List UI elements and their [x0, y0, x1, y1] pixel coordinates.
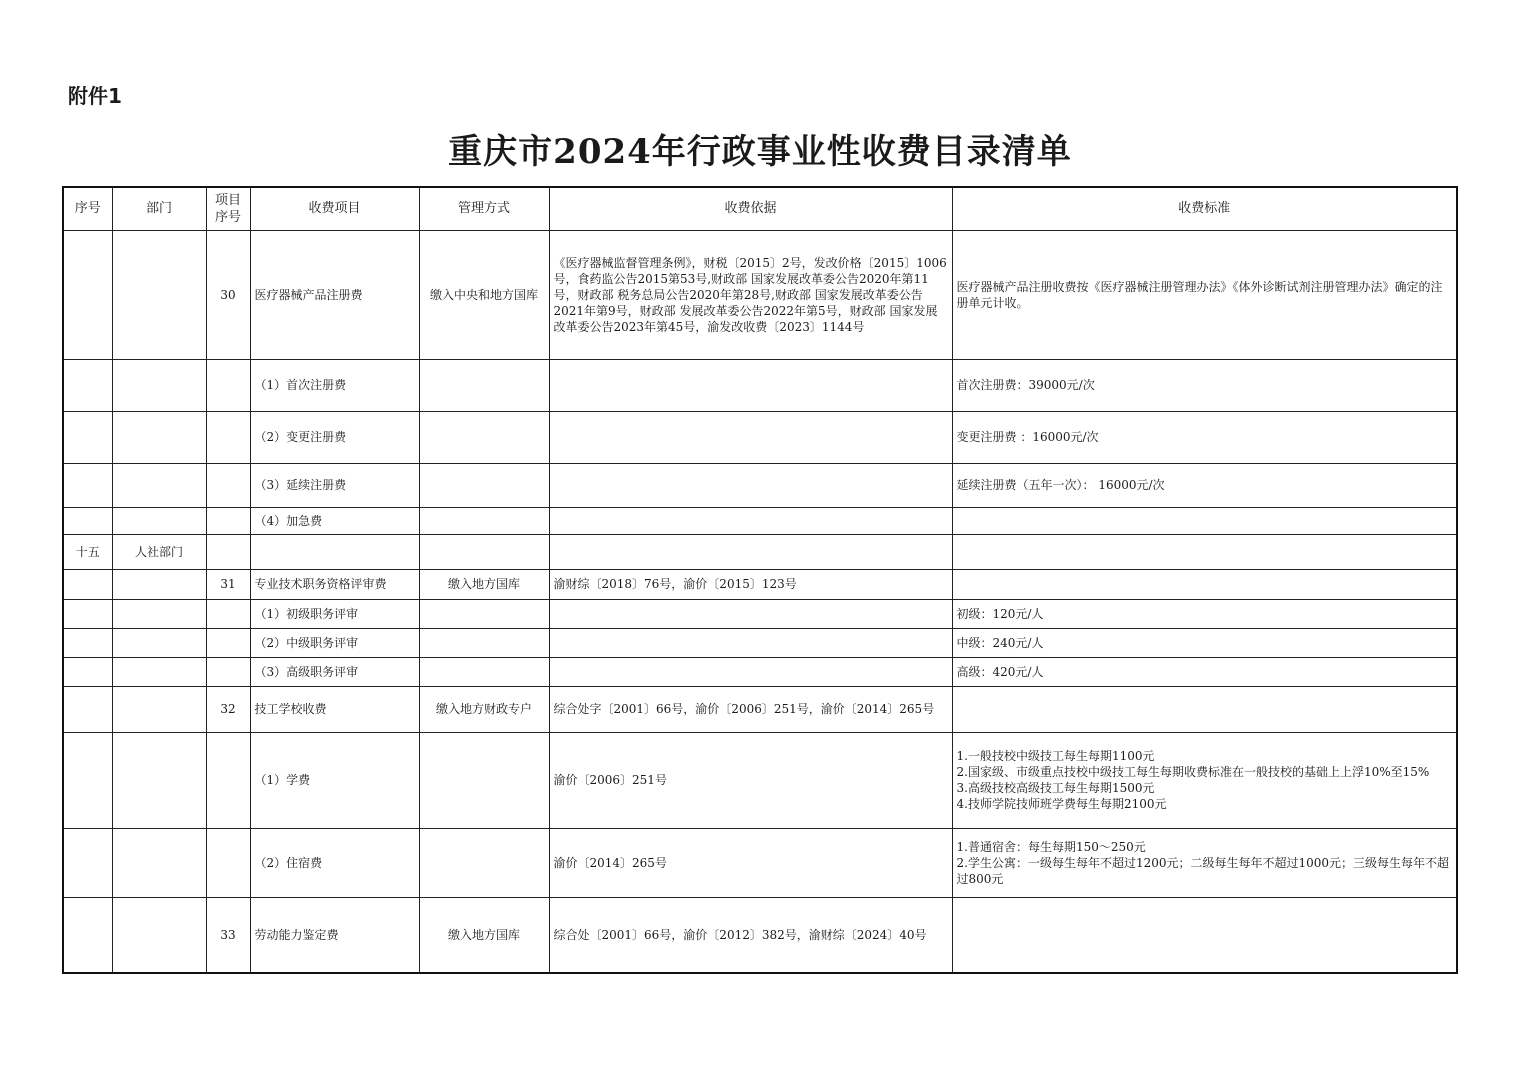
cell-basis: [549, 359, 952, 411]
cell-standard: 医疗器械产品注册收费按《医疗器械注册管理办法》《体外诊断试剂注册管理办法》确定的注册单元计收。: [952, 230, 1457, 359]
cell-basis: [549, 463, 952, 507]
cell-basis: [549, 411, 952, 463]
cell-seq: [63, 686, 112, 732]
cell-mgmt: [419, 732, 549, 828]
cell-item: 专业技术职务资格评审费: [250, 569, 419, 599]
table-row: [63, 628, 1457, 657]
cell-item-no: [206, 534, 250, 569]
header-row: [63, 187, 1457, 230]
cell-standard: [952, 534, 1457, 569]
cell-mgmt: [419, 828, 549, 897]
cell-item-no: [206, 732, 250, 828]
cell-mgmt: [419, 599, 549, 628]
cell-item: 劳动能力鉴定费: [250, 897, 419, 973]
cell-item-no: [206, 657, 250, 686]
cell-seq: [63, 463, 112, 507]
cell-standard: [952, 897, 1457, 973]
cell-mgmt: [419, 534, 549, 569]
table-row: [63, 686, 1457, 732]
cell-mgmt: [419, 657, 549, 686]
table-row-department: [63, 534, 1457, 569]
cell-dept: 人社部门: [112, 534, 206, 569]
cell-mgmt: [419, 463, 549, 507]
cell-seq: [63, 897, 112, 973]
cell-dept: [112, 657, 206, 686]
cell-item-no: 31: [206, 569, 250, 599]
cell-dept: [112, 732, 206, 828]
cell-item-no: [206, 463, 250, 507]
cell-item: [250, 534, 419, 569]
cell-basis: 综合处〔2001〕66号，渝价〔2012〕382号，渝财综〔2024〕40号: [549, 897, 952, 973]
cell-standard: 1.普通宿舍：每生每期150～250元 2.学生公寓：一级每生每年不超过1200元；二级每生每年不超过1000元；三级每生每年不超过800元: [952, 828, 1457, 897]
cell-item: 医疗器械产品注册费: [250, 230, 419, 359]
cell-item-no: [206, 411, 250, 463]
table-row: [63, 411, 1457, 463]
cell-item: （3）延续注册费: [250, 463, 419, 507]
cell-item: （3）高级职务评审: [250, 657, 419, 686]
cell-item: （1）初级职务评审: [250, 599, 419, 628]
cell-dept: [112, 507, 206, 534]
table-row: [63, 463, 1457, 507]
cell-mgmt: 缴入中央和地方国库: [419, 230, 549, 359]
cell-standard: 1.一般技校中级技工每生每期1100元 2.国家级、市级重点技校中级技工每生每期收费标准在一般技校的基础上上浮10%至15% 3.高级技校高级技工每生每期1500元 4.技师学院技师班学费每生每期2100元: [952, 732, 1457, 828]
cell-dept: [112, 411, 206, 463]
cell-item: （1）首次注册费: [250, 359, 419, 411]
cell-dept: [112, 686, 206, 732]
cell-basis: 渝财综〔2018〕76号，渝价〔2015〕123号: [549, 569, 952, 599]
cell-standard: 延续注册费（五年一次）： 16000元/次: [952, 463, 1457, 507]
cell-basis: 综合处字〔2001〕66号，渝价〔2006〕251号，渝价〔2014〕265号: [549, 686, 952, 732]
cell-dept: [112, 230, 206, 359]
header-standard: 收费标准: [952, 187, 1457, 230]
cell-standard: [952, 569, 1457, 599]
cell-basis: [549, 534, 952, 569]
cell-seq: [63, 411, 112, 463]
cell-dept: [112, 599, 206, 628]
cell-basis: 渝价〔2014〕265号: [549, 828, 952, 897]
table-row: [63, 828, 1457, 897]
cell-item: （1）学费: [250, 732, 419, 828]
document-title: 重庆市2024年行政事业性收费目录清单: [448, 132, 1072, 172]
table-row: [63, 897, 1457, 973]
cell-seq: [63, 359, 112, 411]
cell-seq: [63, 507, 112, 534]
cell-standard: 首次注册费：39000元/次: [952, 359, 1457, 411]
cell-mgmt: [419, 507, 549, 534]
cell-item: （2）变更注册费: [250, 411, 419, 463]
cell-standard: [952, 686, 1457, 732]
cell-seq: [63, 657, 112, 686]
cell-item-no: 33: [206, 897, 250, 973]
cell-item-no: 30: [206, 230, 250, 359]
cell-item: （2）住宿费: [250, 828, 419, 897]
header-item-no: 项目序号: [206, 187, 250, 230]
cell-standard: 初级：120元/人: [952, 599, 1457, 628]
cell-dept: [112, 569, 206, 599]
table-row: [63, 732, 1457, 828]
cell-standard: 中级：240元/人: [952, 628, 1457, 657]
cell-basis: [549, 507, 952, 534]
cell-item: 技工学校收费: [250, 686, 419, 732]
cell-basis: 《医疗器械监督管理条例》，财税〔2015〕2号，发改价格〔2015〕1006号，食药监公告2015第53号,财政部 国家发展改革委公告2020年第11号，财政部 税务总局公告2020年第28号,财政部 国家发展改革委公告2021年第9号，财政部 发展改革委公告2022年第5号，财政部 国家发展改革委公告2023年第45号，渝发改收费〔2023〕1144号: [549, 230, 952, 359]
cell-seq: [63, 230, 112, 359]
cell-standard: [952, 507, 1457, 534]
attachment-label: 附件1: [68, 84, 122, 108]
cell-item: （2）中级职务评审: [250, 628, 419, 657]
cell-basis: 渝价〔2006〕251号: [549, 732, 952, 828]
cell-standard: 高级：420元/人: [952, 657, 1457, 686]
table-row: [63, 359, 1457, 411]
header-mgmt: 管理方式: [419, 187, 549, 230]
cell-seq: [63, 828, 112, 897]
cell-mgmt: 缴入地方国库: [419, 569, 549, 599]
cell-seq: [63, 569, 112, 599]
cell-dept: [112, 463, 206, 507]
cell-basis: [549, 599, 952, 628]
cell-seq: [63, 732, 112, 828]
table-row: [63, 230, 1457, 359]
cell-dept: [112, 359, 206, 411]
cell-dept: [112, 897, 206, 973]
cell-seq: 十五: [63, 534, 112, 569]
cell-item: （4）加急费: [250, 507, 419, 534]
cell-basis: [549, 628, 952, 657]
cell-item-no: [206, 628, 250, 657]
header-basis: 收费依据: [549, 187, 952, 230]
cell-item-no: [206, 359, 250, 411]
cell-item-no: [206, 507, 250, 534]
cell-mgmt: 缴入地方国库: [419, 897, 549, 973]
cell-item-no: [206, 828, 250, 897]
cell-standard: 变更注册费 ：16000元/次: [952, 411, 1457, 463]
table-row: [63, 599, 1457, 628]
table-row: [63, 657, 1457, 686]
cell-mgmt: [419, 628, 549, 657]
header-dept: 部门: [112, 187, 206, 230]
cell-seq: [63, 628, 112, 657]
fee-table: [62, 186, 1458, 974]
cell-mgmt: 缴入地方财政专户: [419, 686, 549, 732]
cell-dept: [112, 628, 206, 657]
header-item: 收费项目: [250, 187, 419, 230]
table-row: [63, 569, 1457, 599]
header-seq: 序号: [63, 187, 112, 230]
cell-seq: [63, 599, 112, 628]
cell-basis: [549, 657, 952, 686]
table-row: [63, 507, 1457, 534]
cell-item-no: [206, 599, 250, 628]
cell-item-no: 32: [206, 686, 250, 732]
cell-mgmt: [419, 359, 549, 411]
cell-dept: [112, 828, 206, 897]
cell-mgmt: [419, 411, 549, 463]
